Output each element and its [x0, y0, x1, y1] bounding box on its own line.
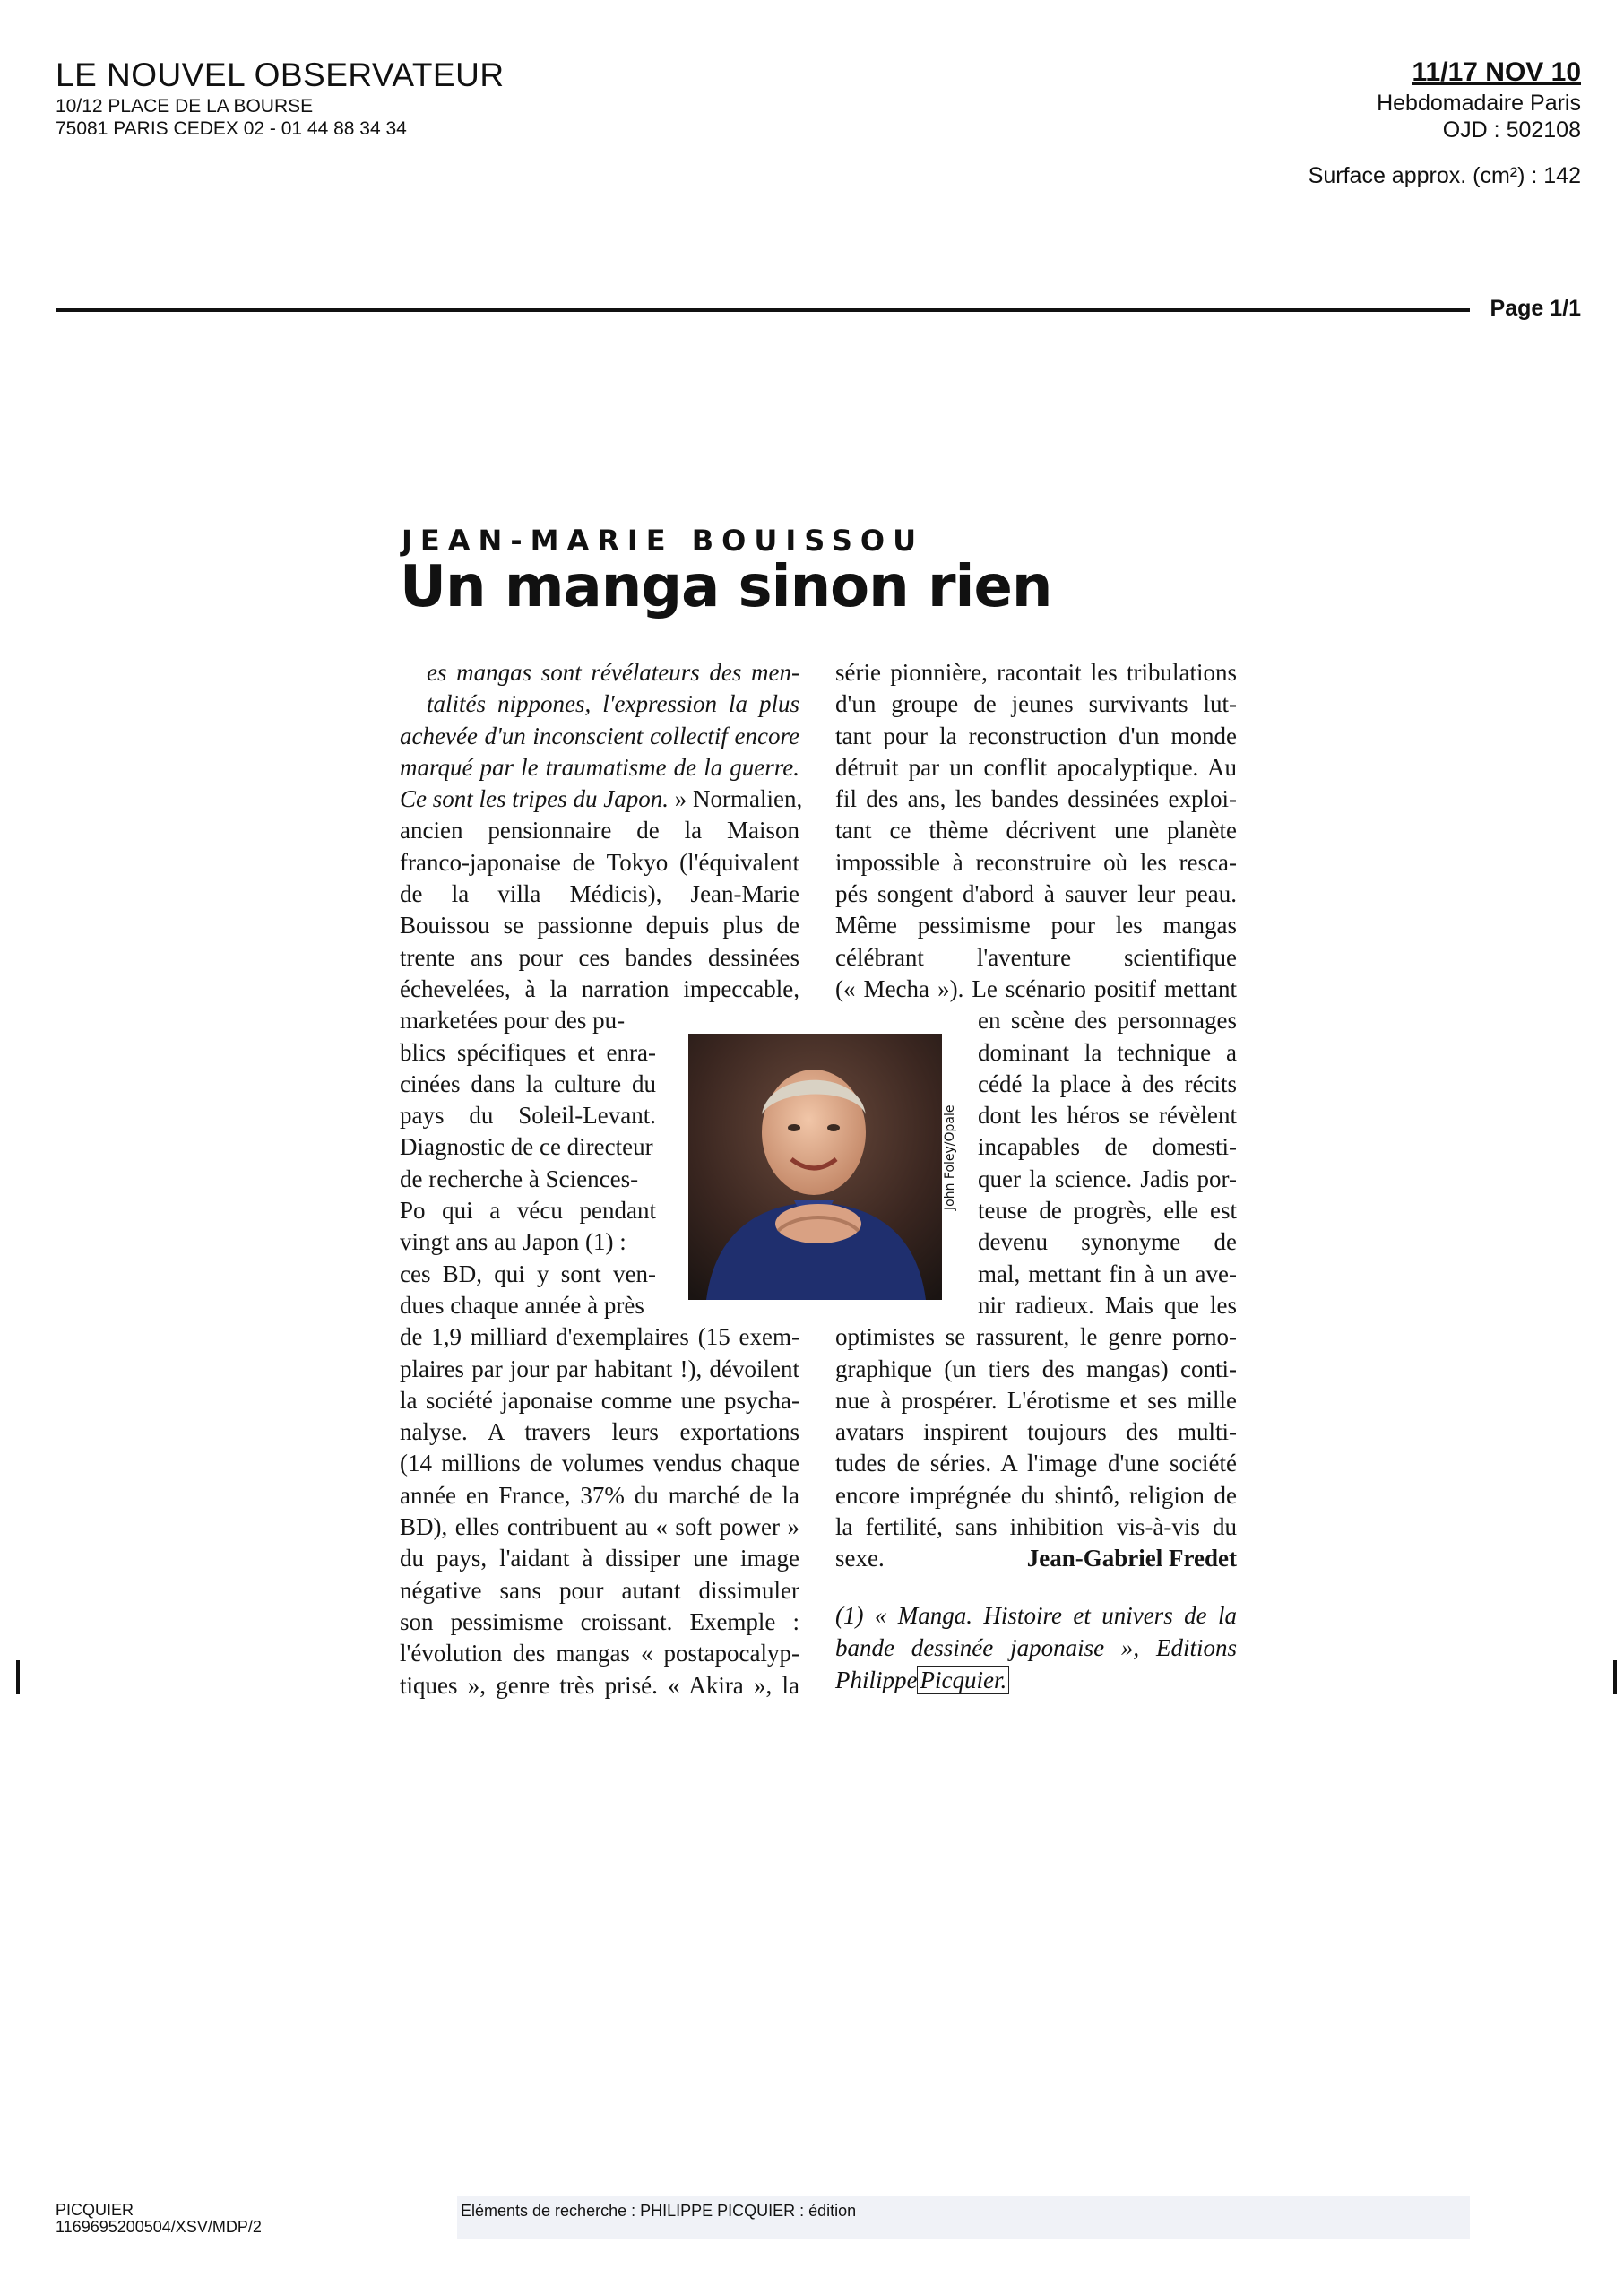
text-line: Même pessimisme pour les mangas [835, 912, 1237, 940]
text-line: quer la science. Jadis por- [978, 1165, 1237, 1192]
text-line: BD), elles contribuent au « soft power » [400, 1513, 799, 1541]
text-line: ancien pensionnaire de la Maison [400, 817, 799, 844]
text-line: célébrant l'aventure scientifique [835, 943, 1237, 971]
text-line: encore imprégnée du shintô, religion de [835, 1481, 1237, 1509]
text-line: Bouissou se passionne depuis plus de [400, 912, 799, 940]
text-line: dont les héros se révèlent [978, 1102, 1237, 1130]
text-line: teuse de progrès, elle est [978, 1197, 1237, 1225]
text-line: tant ce thème décrivent une planète [835, 817, 1237, 844]
text-line: trente ans pour ces bandes dessinées [400, 943, 799, 971]
text-line: série pionnière, racontait les tribulations [835, 659, 1237, 686]
text-line: la société japonaise comme une psycha- [400, 1386, 799, 1414]
text-line: avatars inspirent toujours des multi- [835, 1418, 1237, 1446]
text-line: nalyse. A travers leurs exportations [400, 1418, 799, 1446]
text-fragment: » Normalien, [668, 785, 803, 813]
publication-name: LE NOUVEL OBSERVATEUR [56, 56, 505, 93]
search-elements-bar [457, 2196, 1470, 2239]
text-fragment: Ce sont les tripes du Japon. [400, 785, 669, 813]
text-line: nue à prospérer. L'érotisme et ses mille [835, 1386, 1237, 1414]
text-line: d'un groupe de jeunes survivants lut- [835, 690, 1237, 718]
text-line: en scène des personnages [978, 1007, 1237, 1035]
text-line: de la villa Médicis), Jean-Marie [400, 880, 799, 908]
text-line: négative sans pour autant dissimuler [400, 1576, 799, 1604]
text-line: (« Mecha »). Le scénario positif mettant [835, 974, 1237, 1002]
scan-margin-mark [1613, 1660, 1617, 1694]
text-line: tiques », genre très prisé. « Akira », la [400, 1671, 799, 1699]
text-line: tudes de séries. A l'image d'une société [835, 1450, 1237, 1477]
text-line: dues chaque année à près [400, 1291, 644, 1319]
issue-info [1377, 56, 1581, 143]
footnote-line: (1) « Manga. Histoire et univers de la [835, 1602, 1237, 1629]
text-fragment: sexe. [835, 1545, 885, 1572]
text-line: Diagnostic de ce directeur [400, 1133, 653, 1161]
text-line: talités nippones, l'expression la plus [427, 690, 799, 718]
article-signature: Jean-Gabriel Fredet [1026, 1545, 1237, 1572]
text-line [400, 784, 803, 815]
footnote-line [835, 1664, 1237, 1696]
footer-codes [56, 2202, 262, 2236]
text-line: cédé la place à des récits [978, 1070, 1237, 1097]
publication-address-line1: 10/12 PLACE DE LA BOURSE [56, 96, 314, 117]
issue-frequency: Hebdomadaire Paris [1377, 91, 1581, 116]
issue-date: 11/17 NOV 10 [1412, 57, 1581, 87]
text-line: tant pour la reconstruction d'un monde [835, 722, 1237, 749]
text-line: pays du Soleil-Levant. [400, 1102, 656, 1130]
text-line: du pays, l'aidant à dissiper une image [400, 1545, 799, 1572]
publication-address-line2: 75081 PARIS CEDEX 02 - 01 44 88 34 34 [56, 118, 407, 139]
author-portrait-photo [688, 1034, 942, 1300]
search-elements-text: Eléments de recherche : PHILIPPE PICQUIER : édition [461, 2202, 857, 2220]
footnote [835, 1599, 1237, 1696]
photo-credit: John Foley/Opale [943, 1104, 957, 1210]
text-line: blics spécifiques et enra- [400, 1038, 656, 1066]
text-line: pés songent d'abord à sauver leur peau. [835, 880, 1237, 908]
text-line: l'évolution des mangas « postapocalyp- [400, 1640, 799, 1667]
text-line: détruit par un conflit apocalyptique. Au [835, 753, 1237, 781]
text-line: (14 millions de volumes vendus chaque [400, 1450, 799, 1477]
footnote-line: bande dessinée japonaise », Editions [835, 1634, 1237, 1661]
scan-margin-mark [16, 1660, 20, 1694]
text-line: fil des ans, les bandes dessinées exploi- [835, 785, 1237, 813]
text-line: son pessimisme croissant. Exemple : [400, 1607, 799, 1635]
text-line: vingt ans au Japon (1) : [400, 1228, 626, 1256]
text-line: es mangas sont révélateurs des men- [427, 659, 799, 686]
text-line [835, 1543, 1237, 1574]
footnote-publisher-highlight: Picquier. [917, 1666, 1009, 1694]
text-line: franco-japonaise de Tokyo (l'équivalent [400, 848, 799, 876]
article-author: JEAN-MARIE BOUISSOU [402, 524, 925, 558]
footer-reference-code: 1169695200504/XSV/MDP/2 [56, 2218, 262, 2236]
publication-header [56, 56, 505, 140]
text-line: incapables de domesti- [978, 1133, 1237, 1161]
text-line: ces BD, qui y sont ven- [400, 1260, 656, 1287]
surface-approx: Surface approx. (cm²) : 142 [1308, 163, 1581, 188]
text-line: graphique (un tiers des mangas) conti- [835, 1355, 1237, 1382]
text-line: devenu synonyme de [978, 1228, 1237, 1256]
header-rule [56, 308, 1470, 312]
page-number: Page 1/1 [1481, 296, 1581, 322]
ojd-circulation: OJD : 502108 [1442, 117, 1581, 143]
text-line: achevée d'un inconscient collectif encore [400, 722, 799, 749]
text-line: de 1,9 milliard d'exemplaires (15 exem- [400, 1323, 799, 1351]
text-line: plaires par jour par habitant !), dévoilent [400, 1355, 799, 1382]
text-line: nir radieux. Mais que les [978, 1291, 1237, 1319]
text-line: mal, mettant fin à un ave- [978, 1260, 1237, 1287]
text-line: année en France, 37% du marché de la [400, 1481, 799, 1509]
text-line: échevelées, à la narration impeccable, [400, 974, 799, 1002]
text-line: la fertilité, sans inhibition vis-à-vis du [835, 1513, 1237, 1541]
article-title: Un manga sinon rien [400, 554, 1052, 620]
text-line: Po qui a vécu pendant [400, 1197, 656, 1225]
footer-client-code: PICQUIER [56, 2201, 134, 2219]
text-line: marqué par le traumatisme de la guerre. [400, 753, 799, 781]
text-line: marketées pour des pu- [400, 1007, 626, 1035]
text-line: impossible à reconstruire où les resca- [835, 848, 1237, 876]
text-line: dominant la technique a [978, 1038, 1237, 1066]
text-line: cinées dans la culture du [400, 1070, 656, 1097]
footnote-publisher-first: Philippe [835, 1667, 918, 1693]
text-line: de recherche à Sciences- [400, 1165, 639, 1192]
text-line: optimistes se rassurent, le genre porno- [835, 1323, 1237, 1351]
